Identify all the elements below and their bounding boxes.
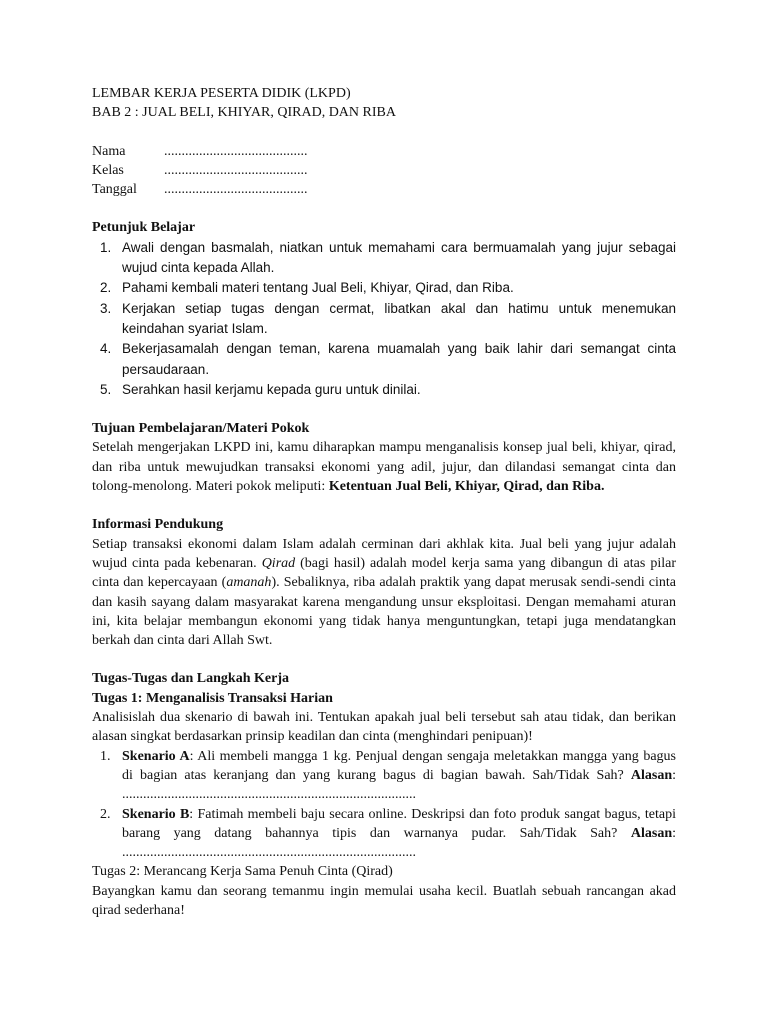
item-number: 3. [100,300,112,316]
scenario-text: : Fatimah membeli baju secara online. Deskripsi dan foto produk sangat bagus, tetapi barang yang datang bahannya tipis dan warnanya pudar. Sah/Tidak Sah? [122,806,677,841]
objectives-heading: Tujuan Pembelajaran/Materi Pokok [92,421,310,437]
objectives-bold-text: Ketentuan Jual Beli, Khiyar, Qirad, dan Riba. [328,479,605,495]
support-info-heading: Informasi Pendukung [92,517,224,533]
document-title: LEMBAR KERJA PESERTA DIDIK (LKPD) [92,86,351,101]
item-number: 2. [100,280,112,296]
scenario-item [92,805,676,863]
class-field[interactable] [92,161,676,180]
objectives-text: Setelah mengerjakan LKPD ini, kamu diharapkan mampu menganalisis konsep jual beli, khiyar, qirad, dan riba untuk mewujudkan transaksi ekonomi yang adil, jujur, dan dilandasi semangat cinta dan tolong-menolong. Materi pokok meliputi: [92,440,676,495]
class-label: Kelas [92,162,124,178]
task1-intro: Analisislah dua skenario di bawah ini. Tentukan apakah jual beli tersebut sah atau tidak, dan berikan alasan singkat berdasarkan prinsip keadilan dan cinta (menghindari penipuan)! [92,710,676,745]
list-item [92,238,676,279]
date-field[interactable] [92,180,676,199]
item-text: Pahami kembali materi tentang Jual Beli, Khiyar, Qirad, dan Riba. [122,280,514,296]
worksheet-content [92,84,676,920]
scenario-item [92,747,676,805]
list-item [92,339,676,380]
scenario-number: 2. [100,806,111,822]
item-number: 5. [100,381,112,397]
scenario-text: : Ali membeli mangga 1 kg. Penjual dengan sengaja meletakkan mangga yang bagus di bagian atas keranjang dan yang kurang bagus di bagian bawah. Sah/Tidak Sah? [122,748,676,783]
item-number: 1. [100,239,112,255]
scenario-number: 1. [100,748,111,764]
task1-heading: Tugas 1: Menganalisis Transaksi Harian [92,690,333,706]
list-item [92,299,676,340]
identity-fields [92,142,676,200]
name-blank[interactable]: ......................................... [164,143,308,159]
support-text-3: ). Sebaliknya, riba adalah praktik yang dapat merusak sendi-sendi cinta dan kasih sayang dalam masyarakat karena mengandung unsur eksploitasi. Dengan memahami aturan ini, kita belajar membangun ekonomi yang tidak hanya menguntungkan, tetapi juga mendatangkan berkah dan cinta dari Allah Swt. [92,575,676,649]
scenario-label: Skenario A [122,748,190,764]
support-italic-2: amanah [226,575,272,591]
task2-intro: Bayangkan kamu dan seorang temanmu ingin memulai usaha kecil. Buatlah sebuah rancangan akad qirad sederhana! [92,883,676,918]
task2-heading: Tugas 2: Merancang Kerja Sama Penuh Cinta (Qirad) [92,864,393,880]
support-italic-1: Qirad [261,555,296,571]
reason-blank[interactable]: : .................................................................................... [122,825,676,861]
name-label: Nama [92,143,126,159]
support-text-1: Setiap transaksi ekonomi dalam Islam adalah cerminan dari akhlak kita. Jual beli yang jujur adalah wujud cinta pada kebenaran. [92,536,676,571]
date-label: Tanggal [92,182,137,198]
item-text: Serahkan hasil kerjamu kepada guru untuk dinilai. [122,381,421,397]
support-text-2: (bagi hasil) adalah model kerja sama yang dibangun di atas pilar cinta dan kepercayaan ( [92,555,676,591]
list-item [92,278,676,298]
item-text: Awali dengan basmalah, niatkan untuk memahami cara bermuamalah yang jujur sebagai wujud cinta kepada Allah. [122,239,676,276]
class-blank[interactable]: ......................................... [164,162,308,178]
item-number: 4. [100,341,112,357]
item-text: Bekerjasamalah dengan teman, karena muamalah yang baik lahir dari semangat cinta persaudaraan. [122,341,676,377]
support-info-paragraph [92,535,676,651]
instructions-list [92,238,676,400]
item-text: Kerjakan setiap tugas dengan cermat, libatkan akal dan hatimu untuk menemukan keindahan syariat Islam. [122,300,676,336]
reason-blank[interactable]: : .................................................................................... [122,767,676,803]
reason-label: Alasan [630,767,673,783]
date-blank[interactable]: ......................................... [164,182,308,198]
reason-label: Alasan [630,825,673,841]
list-item [92,380,676,400]
tasks-heading: Tugas-Tugas dan Langkah Kerja [92,671,289,687]
scenario-list [92,747,676,863]
document-subtitle: BAB 2 : JUAL BELI, KHIYAR, QIRAD, DAN RIBA [92,105,396,121]
objectives-paragraph [92,438,676,496]
name-field[interactable] [92,142,676,161]
instructions-heading: Petunjuk Belajar [92,220,196,236]
scenario-label: Skenario B [122,806,190,822]
